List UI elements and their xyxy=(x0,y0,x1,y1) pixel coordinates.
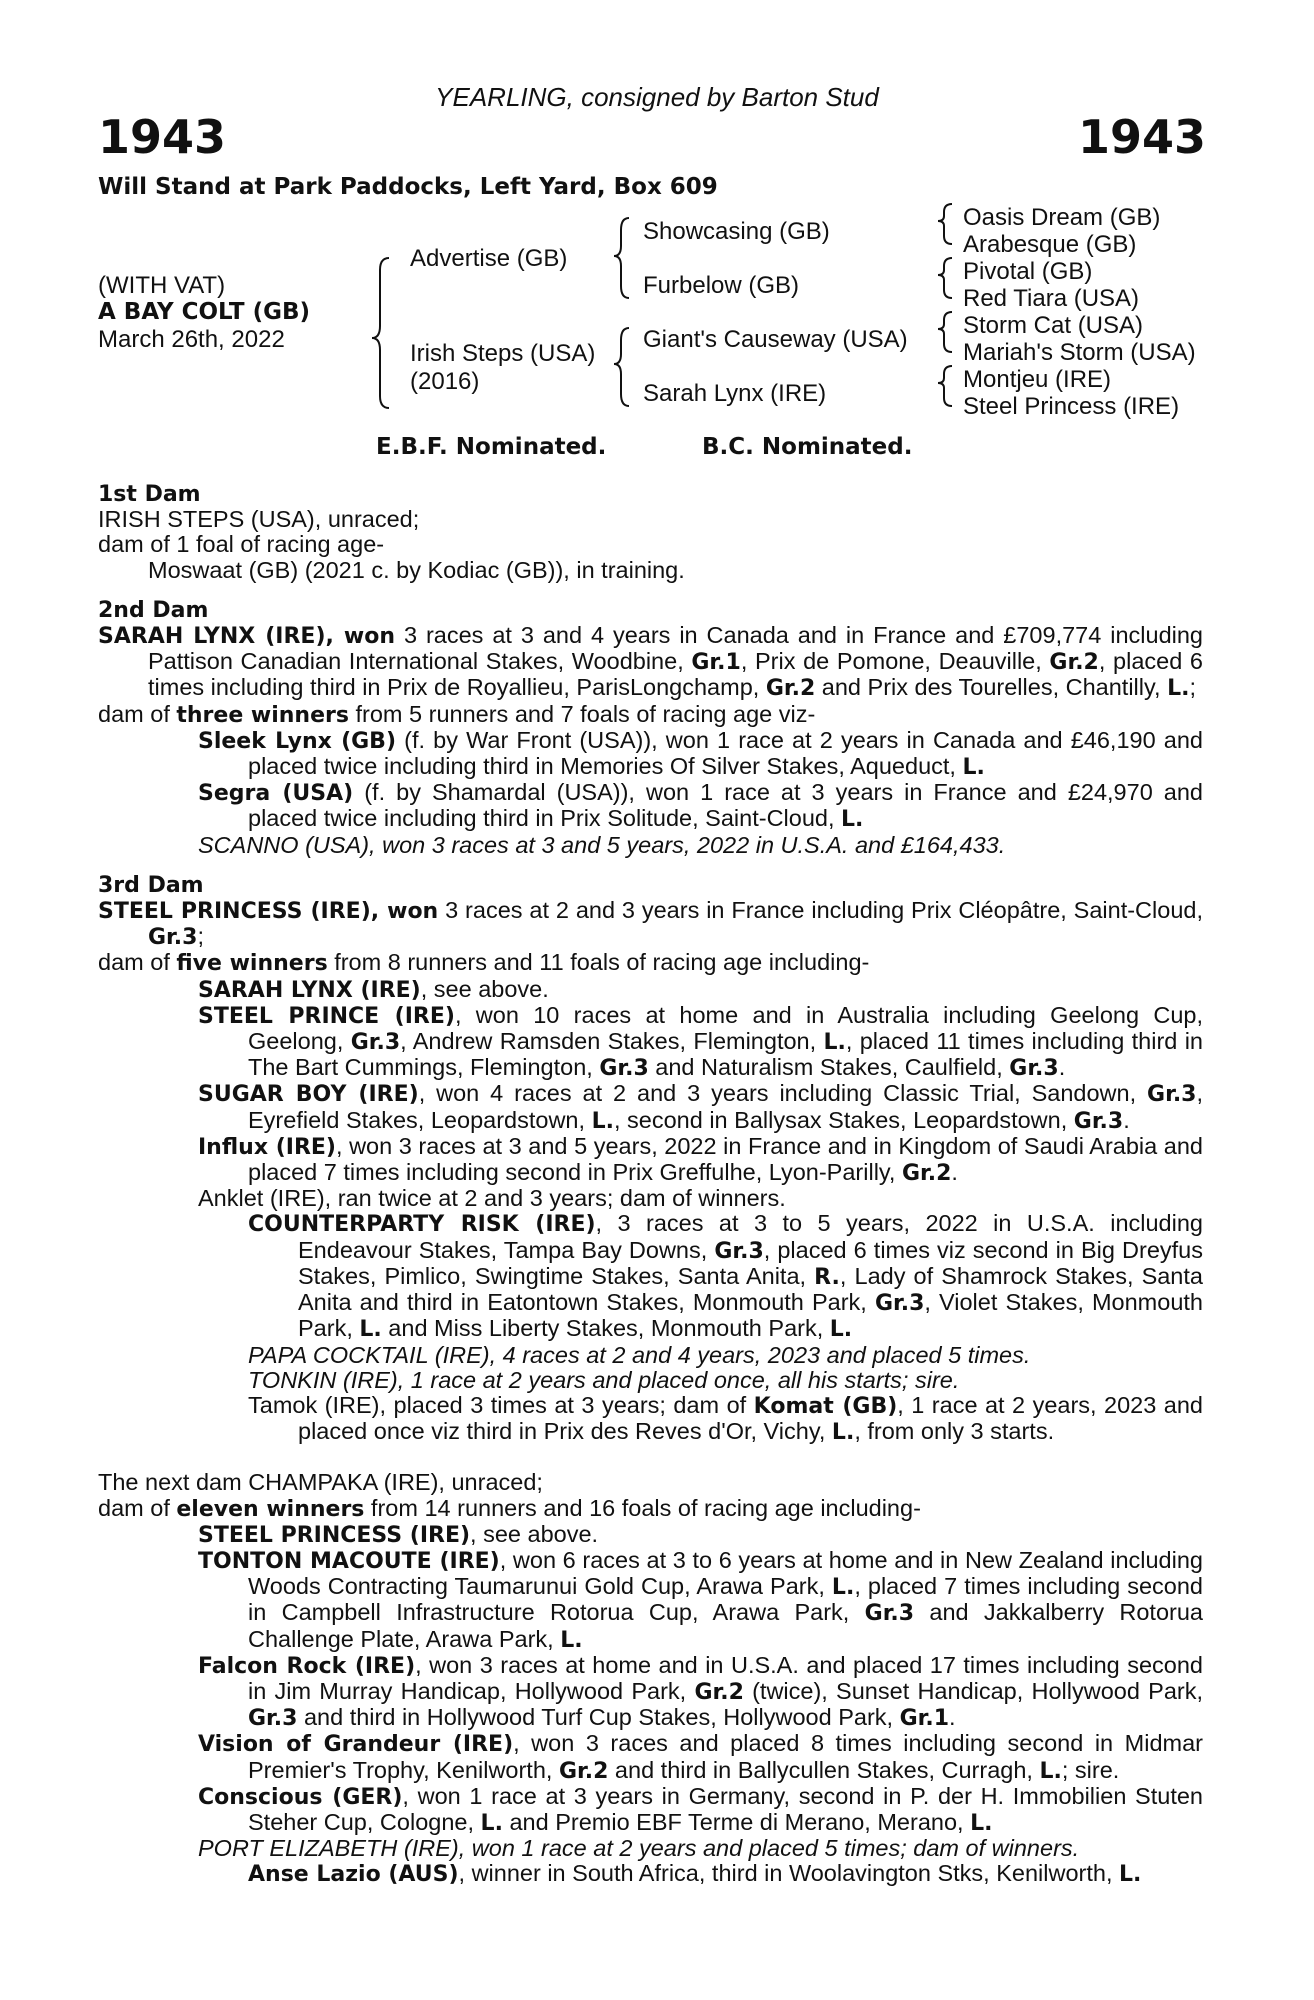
produce-entry: SCANNO (USA), won 3 races at 3 and 5 years, 2022 in U.S.A. and £164,433. xyxy=(198,831,1006,858)
horse-name: Sleek Lynx (GB) xyxy=(198,728,397,754)
listed-label: L. xyxy=(480,1810,503,1836)
listed-label: L. xyxy=(970,1810,993,1836)
grade-label: Gr.3 xyxy=(248,1706,298,1732)
pedigree-gen3-7: Montjeu (IRE) xyxy=(963,366,1112,393)
brace-furbelow xyxy=(938,258,952,298)
lot-number-left: 1943 xyxy=(98,110,227,164)
horse-name: Vision of Grandeur (IRE) xyxy=(198,1732,514,1758)
record-text: , won 4 races at 2 and 3 years including Classic Trial, Sandown, xyxy=(418,1080,1148,1107)
produce-entry: Anklet (IRE), ran twice at 2 and 3 years; dam of winners. xyxy=(198,1185,786,1212)
record-text: , from only 3 starts. xyxy=(854,1418,1055,1445)
sire-name: Advertise (GB) xyxy=(410,245,568,272)
record-text: , won 3 races at 3 and 5 years, 2022 in France and in Kingdom of Saudi Arabia and placed 7 times including second in Prix Greffulhe, Lyon-Parilly, xyxy=(248,1132,1203,1186)
produce-entry xyxy=(98,1861,1203,1887)
listed-label: L. xyxy=(359,1317,382,1343)
horse-name: STEEL PRINCESS (IRE) xyxy=(98,899,371,925)
record-text: ; sire. xyxy=(1061,1756,1120,1783)
pedigree-gen3-4: Red Tiara (USA) xyxy=(963,285,1140,312)
horse-name: SARAH LYNX (IRE) xyxy=(198,977,421,1003)
grade-label: Gr.3 xyxy=(714,1238,764,1264)
grade-label: Gr.2 xyxy=(1049,650,1099,676)
dam-name: Irish Steps (USA) xyxy=(410,340,596,367)
grade-label: Gr.3 xyxy=(864,1601,915,1627)
horse-name: Anse Lazio (AUS) xyxy=(248,1862,459,1888)
record-text: and Miss Liberty Stakes, Monmouth Park, xyxy=(381,1315,830,1342)
record-text: , placed 6 times including third in Prix de Royallieu, ParisLongchamp, xyxy=(148,648,1203,701)
grade-label: Gr.2 xyxy=(901,1161,952,1187)
record-text: , placed 11 times including third in The Bart Cummings, Flemington, xyxy=(248,1028,1203,1081)
produce-entry xyxy=(98,780,1203,832)
horse-name: SARAH LYNX (IRE) xyxy=(98,624,326,650)
record-text: , 3 races at 3 to 5 years, 2022 in U.S.A. including Endeavour Stakes, Tampa Bay Downs, xyxy=(298,1210,1203,1263)
pedigree-gen3-5: Storm Cat (USA) xyxy=(963,312,1144,339)
listed-label: L. xyxy=(823,1030,846,1056)
grade-label: Gr.2 xyxy=(765,676,816,702)
listed-label: L. xyxy=(560,1627,583,1653)
brace-dam xyxy=(614,328,629,406)
listed-label: L. xyxy=(1039,1758,1062,1784)
listed-label: L. xyxy=(1167,676,1190,702)
listed-label: L. xyxy=(831,1575,855,1601)
record-text: , won 3 races and placed 8 times including second in Midmar Premier's Trophy, Kenilworth, xyxy=(248,1730,1203,1783)
ebf-nomination: E.B.F. Nominated. xyxy=(376,434,607,460)
summary-text: from 5 runners and 7 foals of racing age viz- xyxy=(348,700,816,727)
record-text: Tamok (IRE), placed 3 times at 3 years; dam of xyxy=(248,1391,754,1418)
pedigree-gen2-4: Sarah Lynx (IRE) xyxy=(643,380,827,407)
record-text: , won 3 races at home and in U.S.A. and placed 17 times including second in Jim Murray Handicap, Hollywood Park, xyxy=(248,1651,1203,1704)
record-text: and third in Ballycullen Stakes, Curragh, xyxy=(608,1756,1040,1783)
summary-text: dam of xyxy=(98,949,177,976)
produce-entry: PORT ELIZABETH (IRE), won 1 race at 2 years and placed 5 times; dam of winners. xyxy=(198,1835,1080,1862)
record-text: . xyxy=(949,1704,956,1731)
summary-text: dam of xyxy=(98,1494,177,1521)
pedigree-gen2-2: Furbelow (GB) xyxy=(643,272,800,299)
grade-label: Gr.1 xyxy=(899,1706,950,1732)
listed-label: L. xyxy=(962,755,985,781)
produce-entry xyxy=(98,1653,1203,1732)
grade-label: Gr.3 xyxy=(350,1030,401,1056)
first-dam-line: IRISH STEPS (USA), unraced; xyxy=(98,506,420,533)
record-text: , see above. xyxy=(470,1520,599,1547)
record-text: (f. by War Front (USA)), won 1 race at 2 years in Canada and £46,190 and placed twice including third in Memories Of Silver Stakes, Aqueduct, xyxy=(248,726,1203,780)
grade-label: Gr.2 xyxy=(558,1758,609,1784)
listed-label: L. xyxy=(831,1420,855,1446)
record-text: , won 1 race at 3 years in Germany, second in P. der H. Immobilien Stuten Steher Cup, Cologne, xyxy=(248,1782,1203,1835)
third-dam-produce-summary xyxy=(98,950,1203,976)
grade-label: Gr.3 xyxy=(874,1291,925,1317)
produce-entry xyxy=(98,1548,1203,1653)
second-dam-produce-summary xyxy=(98,702,1203,728)
record-text: . xyxy=(951,1159,958,1186)
dam-year: (2016) xyxy=(410,368,480,395)
listed-label: L. xyxy=(829,1317,853,1343)
record-text: . xyxy=(1058,1054,1066,1081)
grade-label: Gr.1 xyxy=(691,650,741,676)
grade-label: Gr.3 xyxy=(148,925,198,951)
first-dam-heading: 1st Dam xyxy=(98,482,201,507)
record-text: (f. by Shamardal (USA)), won 1 race at 3 years in France and £24,970 and placed twice including third in Prix Solitude, Saint-Cloud, xyxy=(248,779,1203,832)
pedigree-gen2-1: Showcasing (GB) xyxy=(643,218,830,245)
grade-label: Gr.3 xyxy=(1009,1056,1059,1082)
record-text: and Prix des Tourelles, Chantilly, xyxy=(815,674,1168,701)
brace-sire xyxy=(614,218,629,298)
listed-label: L. xyxy=(841,807,864,833)
horse-name: Komat (GB) xyxy=(753,1393,898,1419)
restricted-label: R. xyxy=(814,1264,840,1290)
record-text: and Premio EBF Terme di Merano, Merano, xyxy=(502,1808,971,1835)
produce-entry xyxy=(98,1081,1203,1133)
record-text: ; xyxy=(1189,674,1196,701)
summary-text: from 14 runners and 16 foals of racing age including- xyxy=(364,1494,921,1521)
produce-entry xyxy=(98,977,1203,1003)
record-text: , Prix de Pomone, Deauville, xyxy=(740,648,1050,675)
horse-name: COUNTERPARTY RISK (IRE) xyxy=(248,1212,596,1238)
record-text: . xyxy=(1123,1106,1130,1133)
record-text: and Jakkalberry Rotorua Challenge Plate, Arawa Park, xyxy=(248,1599,1203,1652)
record-text: (twice), Sunset Handicap, Hollywood Park, xyxy=(743,1677,1203,1704)
winners-count: five winners xyxy=(176,951,328,977)
horse-name: SUGAR BOY (IRE) xyxy=(198,1082,419,1108)
won-label: , won xyxy=(370,899,439,925)
consignment-line: YEARLING, consigned by Barton Stud xyxy=(435,82,879,112)
record-text: 3 races at 2 and 3 years in France including Prix Cléopâtre, Saint-Cloud, xyxy=(438,897,1203,924)
fourth-dam-produce-summary xyxy=(98,1496,1203,1522)
winners-count: three winners xyxy=(176,702,349,728)
horse-name: TONTON MACOUTE (IRE) xyxy=(198,1548,500,1574)
stable-location: Will Stand at Park Paddocks, Left Yard, Box 609 xyxy=(98,174,718,200)
summary-text: from 8 runners and 11 foals of racing age including- xyxy=(327,949,870,976)
record-text: 3 races at 3 and 4 years in Canada and in France and £709,774 including Pattison Canadian International Stakes, Woodbine, xyxy=(148,622,1203,675)
listed-label: L. xyxy=(591,1108,614,1134)
grade-label: Gr.3 xyxy=(599,1056,649,1082)
fourth-dam-line: The next dam CHAMPAKA (IRE), unraced; xyxy=(98,1469,543,1496)
produce-entry: PAPA COCKTAIL (IRE), 4 races at 2 and 4 years, 2023 and placed 5 times. xyxy=(248,1341,1031,1368)
brace-sire-dam xyxy=(372,258,389,408)
produce-entry: TONKIN (IRE), 1 race at 2 years and placed once, all his starts; sire. xyxy=(248,1366,960,1393)
grade-label: Gr.2 xyxy=(694,1679,744,1705)
produce-entry xyxy=(98,1003,1203,1082)
record-text: , won 6 races at 3 to 6 years at home and in New Zealand including Woods Contracting Taumarunui Gold Cup, Arawa Park, xyxy=(248,1546,1203,1600)
produce-entry xyxy=(98,728,1203,780)
record-text: , Lady of Shamrock Stakes, Santa Anita and third in Eatontown Stakes, Monmouth Park, xyxy=(298,1262,1203,1316)
vat-note: (WITH VAT) xyxy=(98,272,226,299)
won-label: , won xyxy=(325,624,396,650)
record-text: , 1 race at 2 years, 2023 and placed once viz third in Prix des Reves d'Or, Vichy, xyxy=(298,1391,1203,1445)
record-text: ; xyxy=(197,923,204,950)
listed-label: L. xyxy=(1119,1862,1142,1888)
lot-subject-name: A BAY COLT (GB) xyxy=(98,299,311,325)
horse-name: Influx (IRE) xyxy=(198,1134,336,1160)
horse-name: Conscious (GER) xyxy=(198,1784,403,1810)
produce-entry xyxy=(98,1784,1203,1836)
record-text: , placed 7 times including second in Campbell Infrastructure Rotorua Cup, Arawa Park, xyxy=(248,1573,1203,1626)
foaling-date: March 26th, 2022 xyxy=(98,326,285,353)
summary-text: dam of xyxy=(98,700,177,727)
produce-entry xyxy=(98,1393,1203,1445)
pedigree-gen3-3: Pivotal (GB) xyxy=(963,258,1093,285)
pedigree-gen3-2: Arabesque (GB) xyxy=(963,231,1137,258)
produce-entry xyxy=(98,1522,1203,1548)
pedigree-gen3-1: Oasis Dream (GB) xyxy=(963,204,1161,231)
record-text: , Violet Stakes, Monmouth Park, xyxy=(298,1289,1203,1342)
pedigree-gen2-3: Giant's Causeway (USA) xyxy=(643,326,908,353)
pedigree-gen3-6: Mariah's Storm (USA) xyxy=(963,339,1196,366)
record-text: , see above. xyxy=(420,975,549,1002)
horse-name: Falcon Rock (IRE) xyxy=(198,1653,416,1679)
record-text: , Eyrefield Stakes, Leopardstown, xyxy=(248,1080,1204,1133)
third-dam-heading: 3rd Dam xyxy=(98,872,204,898)
record-text: and third in Hollywood Turf Cup Stakes, Hollywood Park, xyxy=(297,1704,900,1731)
lot-number-right: 1943 xyxy=(1077,110,1206,164)
brace-showcasing xyxy=(938,204,952,244)
grade-label: Gr.3 xyxy=(1147,1082,1197,1108)
bc-nomination: B.C. Nominated. xyxy=(702,434,913,460)
family-details xyxy=(98,482,1203,1888)
second-dam-heading: 2nd Dam xyxy=(98,597,209,623)
first-dam-produce-summary: dam of 1 foal of racing age- xyxy=(98,531,385,558)
record-text: , second in Ballysax Stakes, Leopardstown, xyxy=(613,1106,1074,1133)
record-text: , won 10 races at home and in Australia including Geelong Cup, Geelong, xyxy=(248,1001,1203,1055)
pedigree-gen3-8: Steel Princess (IRE) xyxy=(963,393,1180,420)
record-text: , Andrew Ramsden Stakes, Flemington, xyxy=(400,1028,824,1055)
produce-entry xyxy=(98,1211,1203,1342)
record-text: , placed 6 times viz second in Big Dreyfus Stakes, Pimlico, Swingtime Stakes, Santa Anita, xyxy=(298,1236,1203,1289)
second-dam-record xyxy=(98,623,1203,702)
horse-name: STEEL PRINCESS (IRE) xyxy=(198,1522,471,1548)
produce-entry xyxy=(98,1134,1203,1186)
brace-sarah-lynx xyxy=(938,366,952,406)
horse-name: Segra (USA) xyxy=(198,781,354,807)
winners-count: eleven winners xyxy=(176,1496,365,1522)
horse-name: STEEL PRINCE (IRE) xyxy=(198,1003,455,1029)
grade-label: Gr.3 xyxy=(1073,1108,1124,1134)
record-text: and Naturalism Stakes, Caulfield, xyxy=(648,1054,1010,1081)
third-dam-record xyxy=(98,898,1203,950)
brace-giants-causeway xyxy=(938,312,952,352)
produce-entry xyxy=(98,1731,1203,1783)
first-dam-produce-entry: Moswaat (GB) (2021 c. by Kodiac (GB)), in training. xyxy=(148,556,685,583)
record-text: , winner in South Africa, third in Woolavington Stks, Kenilworth, xyxy=(458,1860,1120,1887)
